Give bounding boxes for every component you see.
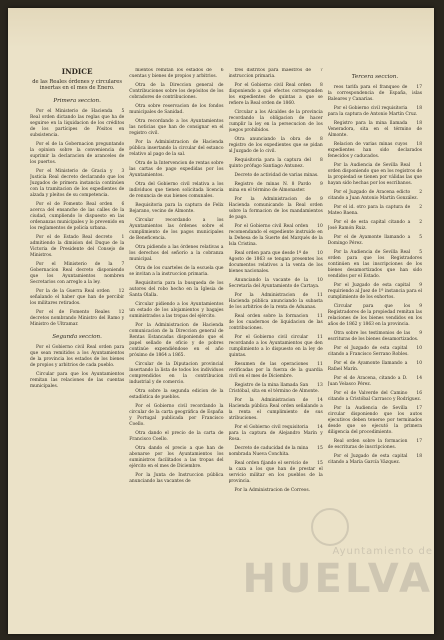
entry-text: Por el Juzgado de Aracena edicto citando a Juan Antonio Martín González. (327, 190, 419, 201)
index-entry (328, 220, 422, 232)
index-entry (229, 68, 323, 80)
entry-text: Por la Audiencia de Sevilla Real orden disponiendo que en los registros de la propiedad se tienen por válidas las que hayan sido hechas por los escribanos. (327, 163, 422, 186)
entry-text: Otra sobre la segunda edicion de la estadística de pueblos. (129, 389, 224, 400)
entry-text: Real orden sobre la formacion de los cuadernos de liquidacion de las contribuciones. (228, 314, 323, 331)
entry-page-number: 3 (121, 168, 125, 174)
entry-text: Por la Administracion de Hacienda pública anunciando la subasta de los arbitrios de la renta de Aduanas. (228, 293, 323, 310)
index-entry (328, 205, 422, 217)
index-entry (129, 281, 223, 299)
entry-text: Circular a los Alcaldes de la provincia recordando la obligacion de hacer cumplir la ley en la persecucion de los juegos prohibidos. (228, 110, 323, 133)
entry-text: Otra sobre los testimonios de las escrituras de los bienes desamortizados. (327, 331, 419, 342)
entry-text: Por el Gobierno civil requisitoria para la captura de Antonio Martín Cruz. (327, 106, 418, 117)
entry-page-number: 17 (416, 439, 422, 444)
entry-text: Por el Gobierno civil Real orden recomendando el expediente instruido en la Dehesa de la Suerte del Marqués de la Isla Cristina. (228, 224, 323, 247)
entry-text: Anunciando la vacante de la Secretaría del Ayuntamiento de Cartaya. (228, 278, 320, 289)
index-entry (129, 218, 223, 242)
index-entry (30, 169, 124, 199)
entries-group (328, 85, 422, 466)
entry-text: Por el Gobierno civil Real orden para que sean remitidos a los Ayuntamientos de la provincia los estados de los bienes de propios y arbitrios de cada pueblo. (30, 344, 125, 368)
entry-page-number: 10 (317, 251, 323, 256)
entry-page-number: 10 (317, 278, 323, 283)
entry-text: Registro de minas N. 8 Pardo mina en el término de Almonaster. (228, 182, 311, 193)
entry-page-number: 17 (416, 406, 422, 411)
index-entry (30, 235, 124, 259)
index-entry (328, 121, 422, 139)
entry-page-number: 14 (317, 398, 323, 403)
section-heading-3: Tercera seccion. (351, 74, 399, 80)
entry-text: Por el Gobierno civil circular recordando a los Ayuntamientos que den cumplimiento a lo dispuesto en la ley de quintas. (228, 335, 323, 358)
document-page (8, 8, 434, 634)
entry-page-number: 7 (319, 68, 323, 73)
index-entry (30, 310, 124, 328)
index-entry (229, 461, 323, 485)
index-entry (229, 383, 323, 395)
entry-text: Decreto de actividad de varias minas. (234, 173, 319, 178)
entry-text: Otra pidiendo a las órdenes relativas a los derechos del señorío a la cobranza municipal. (129, 245, 224, 262)
index-entry (129, 389, 223, 401)
entry-text: Por la Junta de Instruccion pública anunciando las vacantes de (129, 473, 224, 484)
index-entry (129, 104, 223, 116)
entry-text: Registro de la mina llamada San Cristóbal, sita en el término de Almonte. (228, 383, 319, 394)
entry-page-number: 12 (118, 309, 125, 315)
entry-text: Por el Gobierno civil Real orden disponiendo a qué efectos corresponden los expedientes de quintas a que se refiere la Real orden de 1860. (228, 83, 323, 106)
index-entry (328, 283, 422, 301)
entry-text: Por el Juzgado de esta capital citando a Francisco Serrano Robles. (327, 346, 409, 357)
entry-text: Por el Ministerio de Gracia y Justicia Real decreto declarando que los Juzgados de primera instancia continúen con la tramitacion de los expedientes de alzada y pleitos de su competencia. (30, 168, 125, 198)
index-entry (229, 293, 323, 311)
entry-page-number: 11 (317, 335, 323, 340)
entry-text: Real orden para que desde 1º de Agosto de 1863 se tengan presentes los documentos relativos a la venta de los bienes nacionales. (228, 251, 323, 274)
entry-text: Requisitoria para la captura de Felix Bejarano, vecino de Almonte. (129, 203, 224, 214)
index-entry (229, 182, 323, 194)
entries-group (30, 345, 124, 390)
index-entry (328, 439, 422, 451)
index-entry (129, 323, 223, 359)
index-entry (30, 109, 124, 139)
entry-page-number: 5 (419, 250, 422, 255)
entry-page-number: 18 (416, 454, 422, 459)
entry-page-number: 11 (317, 362, 323, 367)
entry-text: Por la Audiencia de Sevilla circular disponiendo que los autos ejecutivos deben tenerse por terminados desde que se ejecutó la primera diligencia del procedimiento. (327, 406, 422, 435)
index-entry (30, 142, 124, 166)
entry-text: Otra sobre reservacion de los fondos municipales de Sanidad. (129, 104, 224, 115)
entry-page-number: 14 (416, 376, 422, 381)
entry-text: Por el de Aracena, citando a D. Juan Velasco Pérez. (327, 376, 408, 387)
entry-text: Otra recordando a los Ayuntamientos las noticias que han de consignar en el registro civil. (129, 119, 224, 136)
entry-text: Por la Administracion de Hacienda pública insertando la circular del estanco relativo al pago de la sal. (129, 140, 224, 157)
entry-page-number: 15 (317, 446, 323, 451)
watermark-top-text: Ayuntamiento de (332, 545, 433, 557)
index-entry (229, 83, 323, 107)
entry-text: Por el Ministerio de Hacienda Real orden dictando las reglas que ha de seguirse en la liquidacion de los créditos de los partícipes de Pósitos en subsistencia. (30, 108, 125, 138)
entry-page-number: 18 (416, 142, 422, 147)
entry-text: Por el de Fomento Reales decretos nombrando Ministro del Ramo y Ministro de Ultramar. (30, 309, 125, 327)
entry-page-number: 9 (419, 331, 422, 336)
entry-text: Real orden fijando el servicio de la caza a los que han de prestar el servicio militar en los pueblos de la provincia. (228, 461, 323, 484)
index-entry (328, 142, 422, 160)
entry-text: Requisitoria para la busqueda de los autores del robo hecho en la Iglesia de Santa Olalla. (129, 281, 224, 298)
entry-text: Relacion de varias minas cuyos expedientes han sido declarados fenecidos y caducados. (327, 142, 422, 159)
index-entry (328, 190, 422, 202)
entry-page-number: 14 (317, 425, 323, 430)
index-entry (129, 362, 223, 386)
entry-page-number: 18 (416, 121, 422, 126)
section-heading-1: Primera seccion. (53, 97, 101, 104)
index-entry (328, 331, 422, 343)
entry-text: Por la Administracion de Hacienda comunicacion de la Direccion general de Rentas Estancadas disponiendo que el papel sellado de oficio y de pobres continúe expendiéndose en el año próximo de 1864 a 1865. (129, 323, 224, 358)
entry-text: Requisitoria para la captura del quinto prófugo Santiago Antunez. (228, 158, 311, 169)
entry-text: Por el de Valverde del Camino citando a Cristóbal Carrasco y Rodríguez. (327, 391, 422, 402)
entry-text: Otra de la Direccion general de Contribuciones sobre los depósitos de los cobradores de contribuciones. (129, 83, 224, 100)
section-heading-2: Segunda seccion. (52, 333, 102, 340)
index-entry (328, 85, 422, 103)
entry-text: Por el de la Gobernacion preguntando la opinion sobre la conveniencia de suprimir la declaracion de aranceles de los puertos. (30, 141, 125, 165)
entry-page-number: 6 (121, 201, 125, 207)
entries-group (129, 68, 223, 485)
index-entry (328, 406, 422, 436)
entry-text: Circular para que los Ayuntamientos remitan las relaciones de las cuentas municipales. (30, 371, 125, 389)
index-entry (129, 68, 223, 80)
entry-page-number: 17 (416, 85, 422, 90)
index-entry (229, 488, 323, 494)
index-entry (129, 182, 223, 200)
index-entry (328, 250, 422, 280)
entry-text: Por el Gobierno civil recordando la circular de la carta geográfica de España y Portugal publicada por Francisco Coello. (129, 404, 224, 427)
entry-page-number: 18 (416, 106, 422, 111)
entry-text: Por el Juzgado de esta capital citando a María García Vázquez. (327, 454, 408, 465)
entry-page-number: 5 (121, 108, 125, 114)
page-stain (8, 8, 434, 48)
column-2 (129, 68, 223, 626)
entry-text: Por la Administracion de Hacienda comunicando la Real orden sobre la formacion de los mandamientos de pago. (228, 197, 323, 220)
index-entry (328, 454, 422, 466)
entry-page-number: 11 (317, 314, 323, 319)
entry-text: Por el de Fomento Real orden acerca del ensanche de las calles de la ciudad, cumpliendo lo dispuesto en las ordenanzas municipales y lo prevenido en los reglamentos de policía urbana. (30, 201, 125, 231)
entry-page-number: 1 (419, 163, 422, 168)
entries-group (30, 109, 124, 328)
index-entry (229, 278, 323, 290)
entry-page-number: 8 (319, 158, 323, 163)
entry-page-number: 2 (419, 190, 422, 195)
index-entry (229, 362, 323, 380)
index-entry (229, 314, 323, 332)
index-entry (229, 137, 323, 155)
entry-text: reos tarifa para el franqueo de la correspondencia de España, islas Baleares y Canarias. (327, 85, 422, 102)
archive-watermark (223, 508, 433, 634)
index-entry (229, 197, 323, 221)
seal-icon (311, 508, 349, 546)
index-entry (229, 446, 323, 458)
index-entry (30, 289, 124, 307)
index-subtitle: de las Reales órdenes y circulares insertas en el mes de Enero. (32, 78, 122, 91)
index-entry (229, 158, 323, 170)
entry-page-number: 2 (419, 220, 422, 225)
entry-text: Otra de la Intervencion de rentas sobre las cartas de pago expedidas por los Ayuntamientos. (129, 161, 224, 178)
index-entry (229, 251, 323, 275)
entry-page-number: 8 (319, 83, 323, 88)
index-entry (328, 106, 422, 118)
index-entry (129, 83, 223, 101)
entry-text: Por el Gobierno civil requisitoria para la captura de Alejandro Marín y Rosa. (228, 425, 323, 442)
index-entry (129, 119, 223, 137)
index-entry (129, 203, 223, 215)
entry-text: Resumen de las operaciones verificadas por la fuerza de la guardia civil en el mes de Diciembre. (228, 362, 323, 379)
entry-page-number: 11 (317, 293, 323, 298)
entry-text: Otra anunciando la obra de registro de los expedientes que se pidan al Juzgado de lo civil. (228, 137, 323, 154)
entry-page-number: 1 (121, 234, 125, 240)
entry-page-number: 6 (220, 68, 224, 73)
index-entry (229, 224, 323, 248)
entry-page-number: 13 (317, 383, 323, 388)
index-entry (30, 202, 124, 232)
index-entry (328, 163, 422, 187)
entry-page-number: 16 (416, 391, 422, 396)
entry-text: Circular de la Diputacion provincial insertando la lista de todos los individuos comprendidos en la contribucion industrial y de comercio. (129, 362, 224, 385)
index-entry (328, 361, 422, 373)
entry-text: Otra dando el precio a que han de abonarse por los Ayuntamientos los suministros facilitados a las tropas del ejército en el mes de Diciembre. (129, 446, 224, 469)
entry-text: Por el Ministerio de la Gobernacion Real decreto disponiendo que los Ayuntamientos nombren Secretarios con arreglo a la ley. (30, 261, 125, 285)
index-entry (229, 173, 323, 179)
index-entry (328, 376, 422, 388)
entry-text: Real orden sobre la formacion de escrituras de inscripciones. (327, 439, 408, 450)
entry-page-number: 15 (317, 461, 323, 466)
column-1 (30, 68, 124, 626)
index-title: INDICE (61, 68, 93, 76)
entry-page-number: 12 (118, 288, 125, 294)
index-entry (229, 425, 323, 443)
entries-group (229, 68, 323, 494)
index-entry (129, 245, 223, 263)
entry-page-number: 9 (319, 182, 323, 187)
entry-text: Por la Administracion de Correos. (234, 488, 310, 493)
index-entry (129, 161, 223, 179)
entry-text: Por el Juzgado de esta capital requiriendo al Juez de 1ª instancia para el cumplimiento de los exhortos. (327, 283, 422, 300)
index-entry (328, 346, 422, 358)
entry-text: Decreto de caducidad de la mina nombrada Nueva Conchita. (228, 446, 309, 457)
entry-page-number: 9 (419, 283, 422, 288)
entry-page-number: 10 (416, 346, 422, 351)
entry-page-number: 2 (419, 205, 422, 210)
watermark-main-text: HUELVA (242, 555, 433, 602)
index-entry (129, 431, 223, 443)
index-entry (30, 345, 124, 369)
entry-text: Otra del Gobierno civil relativa a los individuos que tienen solicitada licencia de renuncia de sus bienes comunales. (129, 182, 224, 199)
entry-text: Por el id. otro para la captura de Mateo Baena. (327, 205, 411, 216)
index-entry (30, 262, 124, 286)
entry-page-number: 10 (317, 224, 323, 229)
entry-text: Otra dando el precio de la carta de Francisco Coello. (129, 431, 224, 442)
entry-text: Por el de Ayamonte llamando a Rafael Marín. (327, 361, 408, 372)
entry-text: Circular recordando a los Ayuntamientos las órdenes sobre el cumplimiento de los pagos municipales de Beneficencia. (129, 218, 224, 241)
entry-text: Por la Audiencia de Sevilla Real orden para que los Registradores continúen en las inscripciones de los bienes desamortizados que han sido vendidos por el Estado. (327, 250, 422, 279)
entry-page-number: 8 (319, 137, 323, 142)
entry-text: Por el de esta capital citando a José Ramón Ruiz. (327, 220, 411, 231)
entry-text: Por el de Ayamonte llamando a Domingo Pérez. (327, 235, 411, 246)
entry-page-number: 10 (416, 361, 422, 366)
entry-text: Por la de la Guerra Real orden señalando el haber que han de percibir los militares retirados. (30, 288, 125, 306)
index-entry (30, 372, 124, 390)
index-entry (129, 404, 223, 428)
index-entry (129, 473, 223, 485)
entry-text: mientos remitan los estados de cuentas y bienes de propios y arbitrios. (129, 68, 217, 79)
entry-page-number: 9 (419, 304, 422, 309)
index-entry (129, 302, 223, 320)
index-entry (129, 266, 223, 278)
entry-text: Circular para que los Registradores de la propiedad remitan las relaciones de los bienes vendidos en los años de 1862 y 1863 en la provincia. (327, 304, 422, 327)
index-entry (229, 335, 323, 359)
entry-text: Registro para la mina llamada Veneradora, sita en el término de Almonte. (327, 121, 422, 138)
entry-text: Por el de Estado Real decreto admitiendo la dimision del Duque de la Victoria de Presidente del Consejo de Ministros. (30, 234, 125, 258)
index-entry (328, 391, 422, 403)
entry-page-number: 7 (121, 261, 125, 267)
entry-text: Otra de los cuarteles de la escuela que se invitan a la instruccion primaria. (129, 266, 224, 277)
entry-text: Circular pidiendo a los Ayuntamientos un estado de los alojamientos y bagajes suministrados a las tropas del ejército. (129, 302, 224, 319)
index-entry (129, 446, 223, 470)
index-entry (229, 110, 323, 134)
entry-text: Por la Administracion de Hacienda pública Real orden señalando a la renta el cumplimiento de sus atribuciones. (228, 398, 323, 421)
index-entry (129, 140, 223, 158)
index-entry (328, 235, 422, 247)
index-entry (328, 304, 422, 328)
entry-text: tres distritos para maestros de instruccion primaria. (228, 68, 311, 79)
entry-page-number: 5 (419, 235, 422, 240)
index-entry (229, 398, 323, 422)
entry-page-number: 9 (319, 197, 323, 202)
